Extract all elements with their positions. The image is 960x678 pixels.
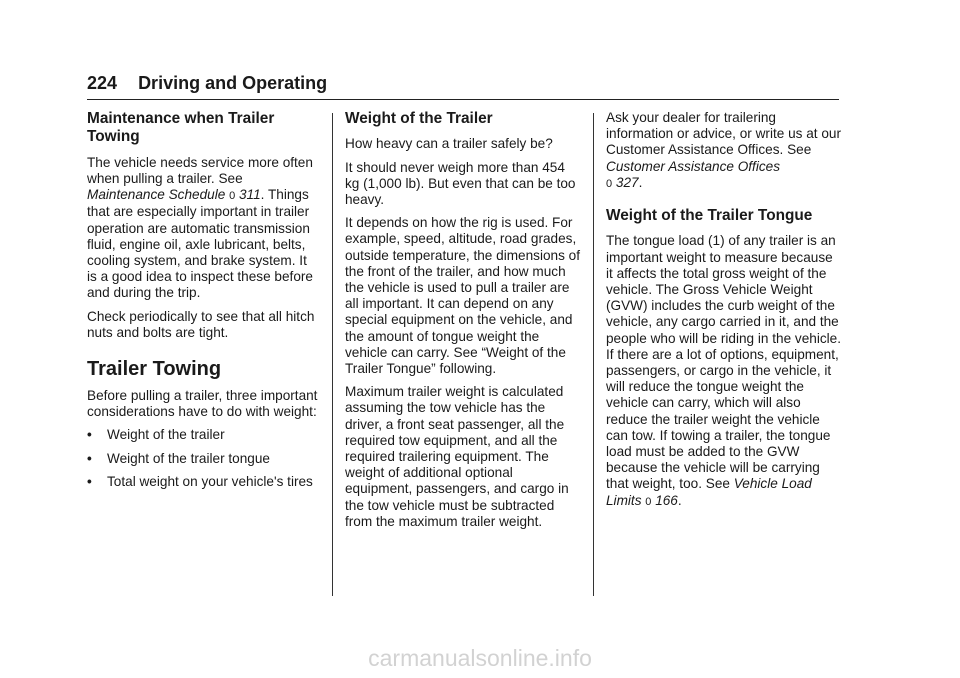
- column-divider-2: [593, 113, 594, 596]
- header-rule: [87, 99, 839, 100]
- maintenance-paragraph-1: The vehicle needs service more often when pulling a trailer. See Maintenance Schedule 0 311. Things that are especially important in trailer operation are automatic transmission fluid, engine oil, axle lubricant, belts, cooling system, and brake system. It is a good idea to inspect these before and during the trip.: [87, 154, 313, 301]
- weight-considerations-list: [87, 427, 319, 490]
- bullet-icon: •: [87, 473, 92, 489]
- trailer-paragraph-2: It should never weigh more than 454 kg (1,000 lb). But even that can be too heavy.: [345, 159, 576, 208]
- page-ref-arrow-icon: 0: [645, 495, 652, 508]
- tongue-paragraph: The tongue load (1) of any trailer is an important weight to measure because it affects the total gross weight of the vehicle. The Gross Vehicle Weight (GVW) includes the curb weight of the vehicle, any cargo carried in it, and the people who will be riding in the vehicle. If there are a lot of options, equipment, passengers, or cargo in the vehicle, it will reduce the tongue weight the vehicle can carry, which will also reduce the trailer weight the vehicle can tow. If towing a trailer, the tongue load must be added to the GVW because the vehicle will be carrying that weight, too. See Vehicle Load Limits 0 166.: [606, 233, 842, 508]
- trailer-paragraph-3: It depends on how the rig is used. For example, speed, altitude, road grades, outside temperature, the dimensions of the front of the trailer, and how much the vehicle is used to pull a trailer are all important. It can depend on any special equipment on the vehicle, and the amount of tongue weight the vehicle can carry. See “Weight of the Trailer Tongue” following.: [345, 215, 581, 377]
- page-header: [87, 72, 327, 94]
- trailer-towing-intro: Before pulling a trailer, three important considerations have to do with weight:: [87, 388, 318, 420]
- trailer-paragraph-4: Maximum trailer weight is calculated assuming the tow vehicle has the driver, a front seat passenger, all the required tow equipment, and all the required trailering equipment. The weight of additional optional equipment, passengers, and cargo in the tow vehicle must be subtracted from the maximum trailer weight.: [345, 384, 569, 529]
- page-number: 224: [87, 73, 118, 93]
- maintenance-schedule-link[interactable]: Maintenance Schedule: [87, 187, 226, 203]
- column-2: [345, 110, 583, 537]
- list-item: • Weight of the trailer tongue: [87, 450, 270, 466]
- page-ref-327[interactable]: 327: [615, 174, 639, 190]
- watermark: carmanualsonline.info: [368, 645, 592, 671]
- maintenance-paragraph-2: Check periodically to see that all hitch nuts and bolts are tight.: [87, 308, 315, 340]
- page-ref-166[interactable]: 166: [655, 492, 678, 508]
- list-item: • Total weight on your vehicle's tires: [87, 473, 313, 489]
- trailer-towing-heading: Trailer Towing: [87, 358, 222, 381]
- tongue-weight-heading: Weight of the Trailer Tongue: [606, 207, 813, 225]
- section-title: Driving and Operating: [138, 73, 328, 93]
- list-item: • Weight of the trailer: [87, 427, 225, 443]
- trailer-paragraph-1: How heavy can a trailer safely be?: [345, 136, 553, 152]
- page-ref-arrow-icon: 0: [606, 177, 613, 190]
- dealer-paragraph: Ask your dealer for trailering information or advice, or write us at our Customer Assistance Offices. See Customer Assistance Offices 0 327.: [606, 110, 841, 190]
- bullet-icon: •: [87, 427, 92, 443]
- maintenance-heading: Maintenance when Trailer Towing: [87, 110, 275, 146]
- weight-of-trailer-heading: Weight of the Trailer: [345, 110, 493, 127]
- column-1: [87, 110, 319, 497]
- column-3: [606, 110, 842, 517]
- column-divider-1: [332, 113, 333, 596]
- page-ref-arrow-icon: 0: [229, 190, 236, 203]
- bullet-icon: •: [87, 450, 92, 466]
- vehicle-load-limits-link[interactable]: Vehicle Load Limits: [606, 476, 812, 508]
- customer-assistance-link[interactable]: Customer Assistance Offices: [606, 158, 781, 174]
- page-ref-311[interactable]: 311: [239, 187, 261, 203]
